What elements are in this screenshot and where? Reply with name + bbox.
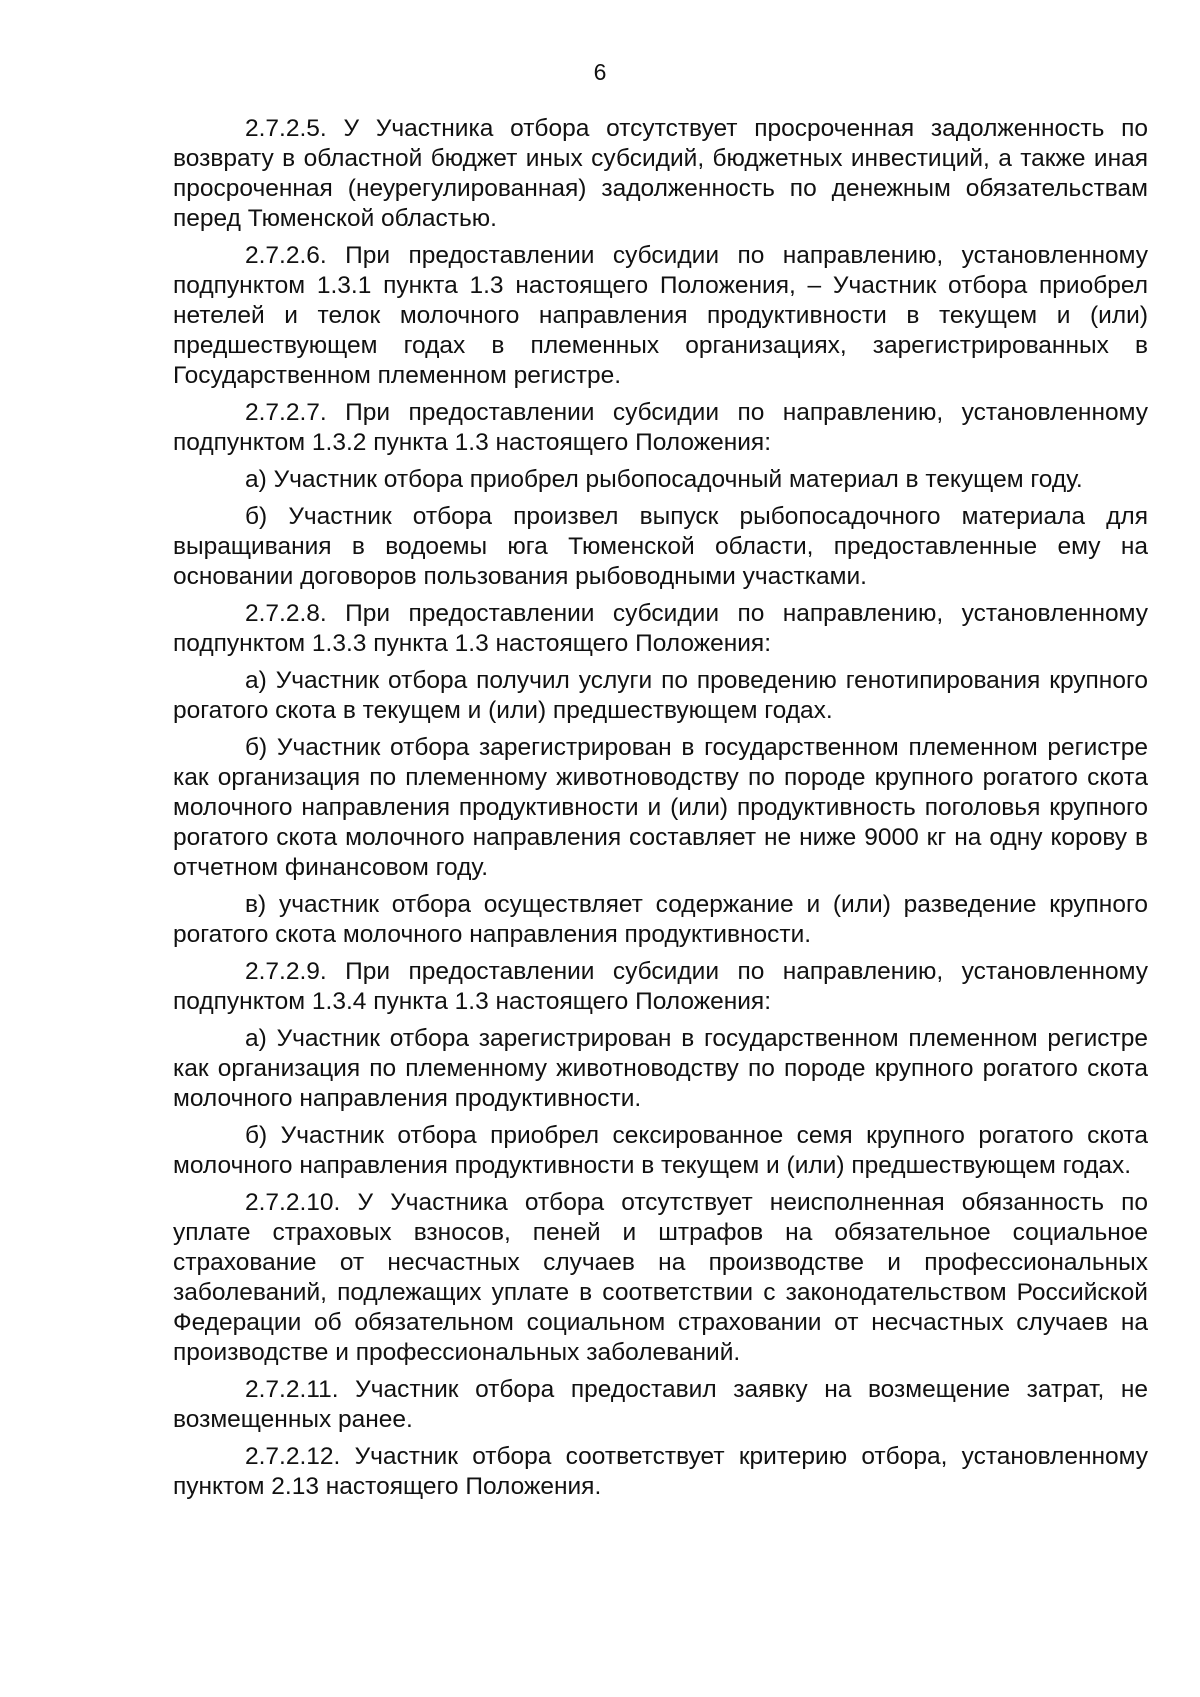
paragraph-2-7-2-7-b: б) Участник отбора произвел выпуск рыбопосадочного материала для выращивания в водоемы юга Тюменской области, предоставленные ему на основании договоров пользования рыбоводными участками. <box>173 503 1148 590</box>
document-body <box>173 114 1148 1502</box>
paragraph-2-7-2-11: 2.7.2.11. Участник отбора предоставил заявку на возмещение затрат, не возмещенных ранее. <box>173 1376 1148 1433</box>
paragraph-2-7-2-8-a: а) Участник отбора получил услуги по проведению генотипирования крупного рогатого скота в текущем и (или) предшествующем годах. <box>173 667 1148 724</box>
paragraph-2-7-2-12: 2.7.2.12. Участник отбора соответствует критерию отбора, установленному пунктом 2.13 настоящего Положения. <box>173 1443 1148 1500</box>
paragraph-2-7-2-7: 2.7.2.7. При предоставлении субсидии по направлению, установленному подпунктом 1.3.2 пункта 1.3 настоящего Положения: <box>173 399 1148 456</box>
paragraph-2-7-2-8: 2.7.2.8. При предоставлении субсидии по направлению, установленному подпунктом 1.3.3 пункта 1.3 настоящего Положения: <box>173 600 1148 657</box>
paragraph-2-7-2-9-b: б) Участник отбора приобрел сексированное семя крупного рогатого скота молочного направления продуктивности в текущем и (или) предшествующем годах. <box>173 1122 1148 1179</box>
paragraph-2-7-2-9: 2.7.2.9. При предоставлении субсидии по направлению, установленному подпунктом 1.3.4 пункта 1.3 настоящего Положения: <box>173 958 1148 1015</box>
paragraph-2-7-2-5: 2.7.2.5. У Участника отбора отсутствует просроченная задолженность по возврату в областной бюджет иных субсидий, бюджетных инвестиций, а также иная просроченная (неурегулированная) задолженность по денежным обязательствам перед Тюменской областью. <box>173 115 1148 232</box>
paragraph-2-7-2-6: 2.7.2.6. При предоставлении субсидии по направлению, установленному подпунктом 1.3.1 пункта 1.3 настоящего Положения, – Участник отбора приобрел нетелей и телок молочного направления продуктивности в текущем и (или) предшествующем годах в племенных организациях, зарегистрированных в Государственном племенном регистре. <box>173 242 1148 389</box>
page-number: 6 <box>593 59 607 85</box>
paragraph-2-7-2-8-v: в) участник отбора осуществляет содержание и (или) разведение крупного рогатого скота молочного направления продуктивности. <box>173 891 1148 948</box>
paragraph-2-7-2-8-b: б) Участник отбора зарегистрирован в государственном племенном регистре как организация по племенному животноводству по породе крупного рогатого скота молочного направления продуктивности и (или) продуктивность поголовья крупного рогатого скота молочного направления составляет не ниже 9000 кг на одну корову в отчетном финансовом году. <box>173 734 1148 881</box>
paragraph-2-7-2-9-a: а) Участник отбора зарегистрирован в государственном племенном регистре как организация по племенному животноводству по породе крупного рогатого скота молочного направления продуктивности. <box>173 1025 1148 1112</box>
paragraph-2-7-2-10: 2.7.2.10. У Участника отбора отсутствует неисполненная обязанность по уплате страховых взносов, пеней и штрафов на обязательное социальное страхование от несчастных случаев на производстве и профессиональных заболеваний, подлежащих уплате в соответствии с законодательством Российской Федерации об обязательном социальном страховании от несчастных случаев на производстве и профессиональных заболеваний. <box>173 1189 1148 1366</box>
paragraph-2-7-2-7-a: а) Участник отбора приобрел рыбопосадочный материал в текущем году. <box>245 466 1083 493</box>
